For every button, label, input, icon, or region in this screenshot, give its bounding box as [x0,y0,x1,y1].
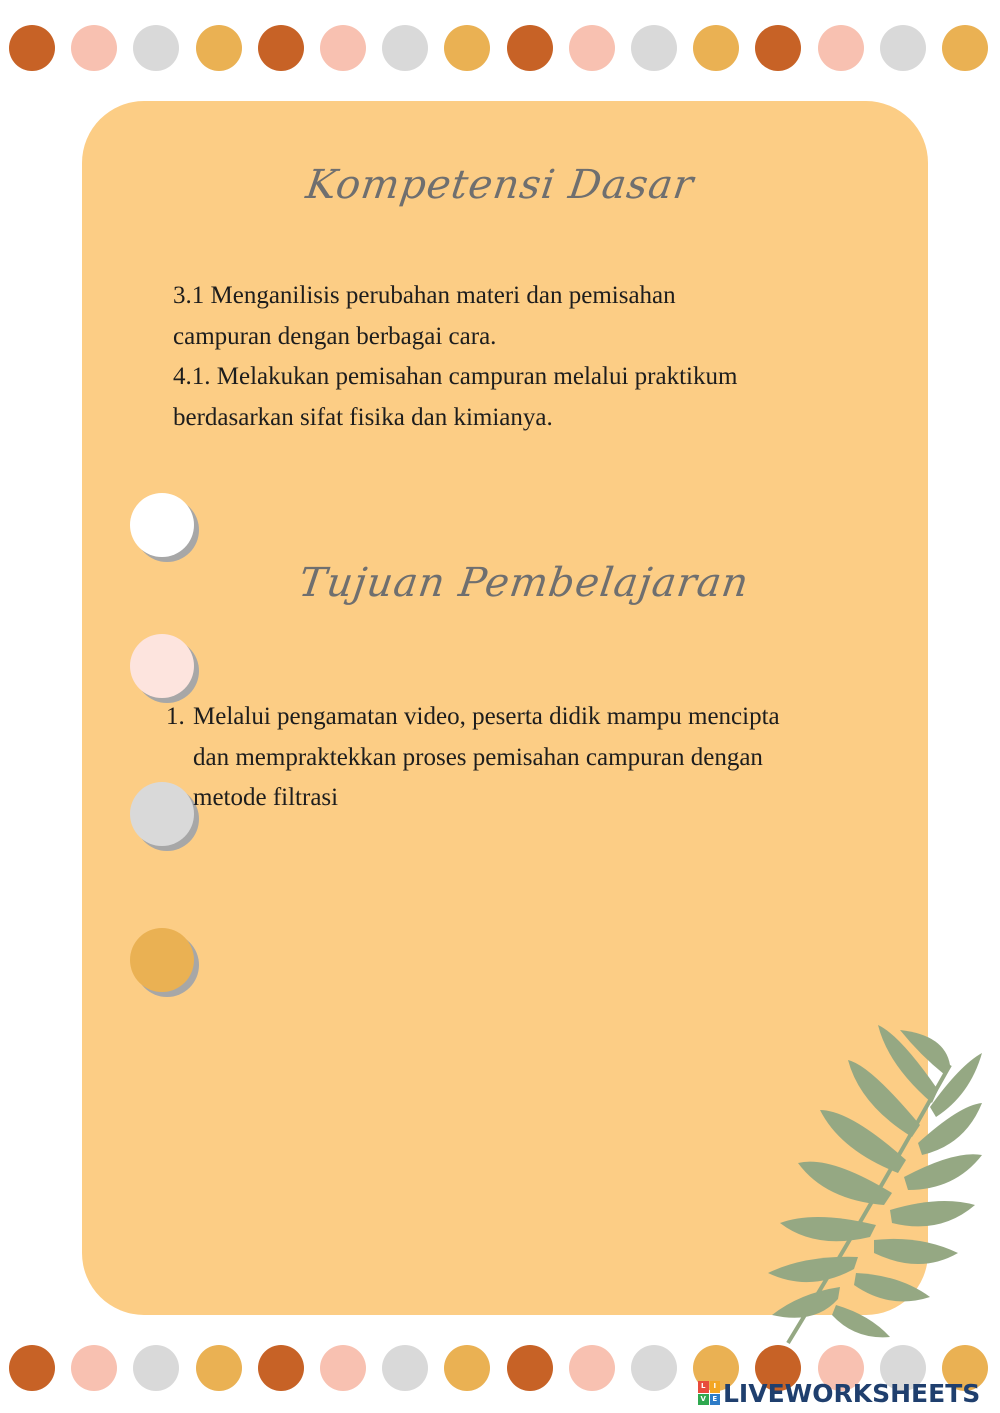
tujuan-pembelajaran-heading: Tujuan Pembelajaran [295,560,752,606]
decor-dot [507,25,553,71]
decor-dot [444,1345,490,1391]
decor-dot [71,1345,117,1391]
decor-dot [9,1345,55,1391]
binder-ring-white [130,493,194,557]
decor-dot [569,1345,615,1391]
decor-dot [320,1345,366,1391]
kompetensi-dasar-heading: Kompetensi Dasar [303,162,697,208]
decor-dot [569,25,615,71]
list-line: dan mempraktekkan proses pemisahan campuran dengan [193,743,763,771]
tujuan-list [166,697,886,819]
decor-dot [320,25,366,71]
decor-dot [507,1345,553,1391]
kd-line: 3.1 Menganilisis perubahan materi dan pemisahan [173,282,676,309]
top-dot-border [0,23,1000,73]
decor-dot [880,25,926,71]
decor-dot [382,25,428,71]
decor-dot [71,25,117,71]
decor-dot [382,1345,428,1391]
decor-dot [133,1345,179,1391]
decor-dot [258,1345,304,1391]
liveworksheets-watermark [698,1378,980,1408]
binder-ring-gold [130,928,194,992]
palm-leaf-icon [760,1025,985,1350]
kd-line: berdasarkan sifat fisika dan kimianya. [173,403,553,431]
decor-dot [693,25,739,71]
decor-dot [631,25,677,71]
watermark-text: LIVEWORKSHEETS [723,1378,981,1408]
list-item [166,697,886,819]
kd-line: 4.1. Melakukan pemisahan campuran melalui praktikum [173,363,738,390]
decor-dot [631,1345,677,1391]
decor-dot [196,1345,242,1391]
decor-dot [755,25,801,71]
decor-dot [133,25,179,71]
kompetensi-dasar-text [173,276,893,438]
list-number: 1. [166,703,185,730]
liveworksheets-logo-icon: L I V E [698,1381,720,1405]
kd-line: campuran dengan berbagai cara. [173,322,497,350]
decor-dot [196,25,242,71]
decor-dot [818,25,864,71]
decor-dot [444,25,490,71]
list-line: Melalui pengamatan video, peserta didik mampu mencipta [193,703,780,730]
decor-dot [942,25,988,71]
binder-ring-pink [130,634,194,698]
list-body [193,697,886,819]
decor-dot [9,25,55,71]
decor-dot [258,25,304,71]
list-line: metode filtrasi [193,784,339,811]
